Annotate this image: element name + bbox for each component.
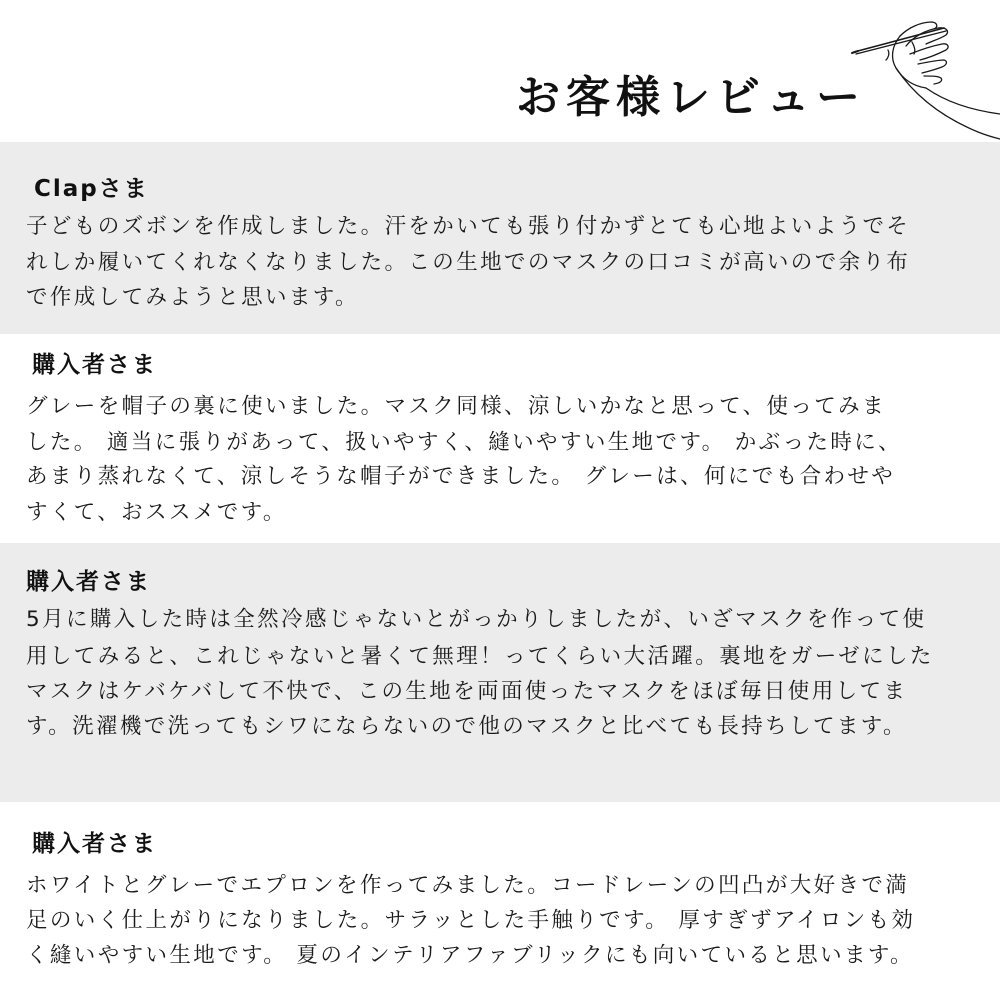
review-text-line: 子どものズボンを作成しました。汗をかいても張り付かずとても心地よいようでそ	[26, 214, 911, 239]
page-title: お客様レビュー	[516, 72, 866, 123]
review-text-line: グレーを帽子の裏に使いました。マスク同様、涼しいかなと思って、使ってみま	[26, 394, 886, 419]
hand-holding-pen-icon	[846, 6, 1000, 146]
review-text-line: ホワイトとグレーでエプロンを作ってみました。コードレーンの凹凸が大好きで満	[26, 873, 910, 898]
review-text-line: あまり蒸れなくて、涼しそうな帽子ができました。 グレーは、何にでも合わせや	[26, 464, 896, 489]
review-text-line: す。洗濯機で洗ってもシワにならないので他のマスクと比べても長持ちしてます。	[26, 714, 907, 739]
review-card	[0, 802, 1000, 1000]
page-header	[0, 0, 1000, 142]
reviewer-name: 購入者さま	[32, 831, 157, 857]
review-text-line: く縫いやすい生地です。 夏のインテリアファブリックにも向いていると思います。	[26, 943, 914, 968]
review-card	[0, 334, 1000, 543]
review-text-line: 足のいく仕上がりになりました。サラッとした手触りです。 厚すぎずアイロンも効	[26, 908, 916, 933]
review-text-line: で作成してみようと思います。	[26, 285, 359, 310]
review-text-line: マスクはケバケバして不快で、この生地を両面使ったマスクをほぼ毎日使用してま	[26, 679, 908, 704]
reviewer-name: 購入者さま	[32, 352, 157, 378]
review-card	[0, 142, 1000, 334]
review-card	[0, 543, 1000, 802]
review-text-line: 5月に購入した時は全然冷感じゃないとがっかりしましたが、いざマスクを作って使	[26, 607, 927, 632]
reviewer-name: 購入者さま	[26, 569, 151, 595]
reviewer-name: Clapさま	[34, 176, 149, 202]
review-text-line: 用してみると、これじゃないと暑くて無理！ってくらい大活躍。裏地をガーゼにした	[26, 644, 934, 669]
review-text-line: れしか履いてくれなくなりました。この生地でのマスクの口コミが高いので余り布	[26, 250, 911, 275]
review-text-line: した。 適当に張りがあって、扱いやすく、縫いやすい生地です。 かぶった時に、	[26, 430, 903, 455]
review-text-line: すくて、おススメです。	[26, 500, 287, 525]
